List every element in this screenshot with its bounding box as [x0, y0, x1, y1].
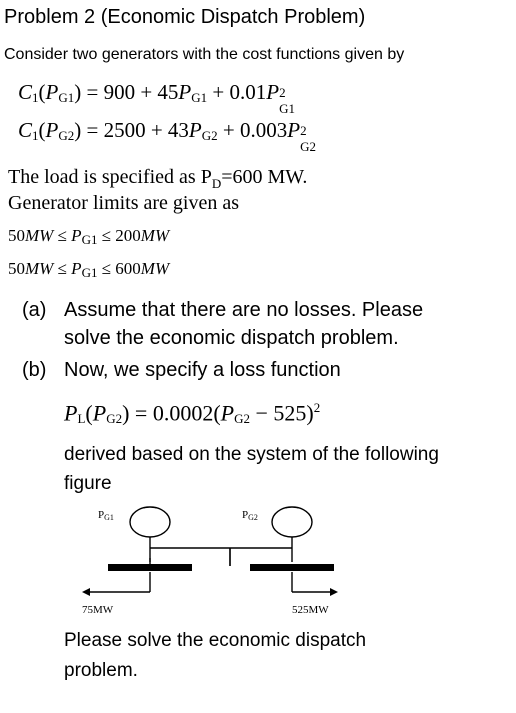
eq2-p3-sup: 2 [300, 123, 307, 138]
part-b-text-1: Now, we specify a loss function [64, 359, 341, 381]
limit-1-low: 50 [8, 226, 25, 245]
part-a-text-1: Assume that there are no losses. Please [64, 299, 424, 321]
loss-pg-sub: G2 [106, 411, 123, 427]
eq2-p: P [45, 118, 59, 142]
loss-rhs2: − 525) [249, 400, 314, 426]
load2-label: 525MW [292, 604, 329, 616]
load1-arrow-icon [82, 588, 90, 596]
eq1-p-sub: G1 [58, 90, 75, 105]
loss-equation [64, 400, 320, 426]
loss-close: ) [122, 400, 130, 426]
load2-arrow-icon [330, 588, 338, 596]
limit-2-p-sub: G1 [81, 265, 98, 280]
eq2-p3: P [287, 118, 301, 142]
eq1-rhs: = 900 + 45 [81, 80, 179, 104]
eq1-close: ) [74, 80, 82, 104]
eq2-rhs: = 2500 + 43 [81, 118, 189, 142]
load-sub: D [211, 176, 222, 191]
solve-text-1: Please solve the economic dispatch [64, 630, 367, 651]
limit-2 [8, 259, 169, 279]
part-a-text-2: solve the economic dispatch problem. [64, 327, 399, 349]
limit-2-p: P [71, 259, 82, 278]
cost-equation-2 [18, 118, 316, 154]
part-b-line-1 [22, 356, 341, 384]
part-a-label: (a) [22, 299, 47, 321]
eq2-p3-sub: G2 [300, 139, 316, 154]
load-text-1: The load is specified as P [8, 166, 212, 188]
load1-label: 75MW [82, 604, 114, 616]
eq2-open: ( [38, 118, 46, 142]
pg2-label: PG2 [242, 509, 258, 522]
limits-intro: Generator limits are given as [8, 192, 240, 214]
eq2-c: C [18, 118, 33, 142]
loss-open: ( [85, 400, 93, 426]
limit-2-le2: ≤ [97, 259, 116, 278]
loss-p-sub: L [77, 411, 86, 427]
generator-2-icon [272, 507, 312, 537]
part-a-line-1 [22, 296, 423, 324]
eq2-p-sub: G2 [58, 128, 75, 143]
limit-1-le1: ≤ [53, 226, 72, 245]
loss-pg: P [92, 400, 107, 426]
loss-p: P [64, 400, 78, 426]
eq2-c-sub: 1 [32, 128, 39, 143]
derived-text-1: derived based on the system of the following [64, 444, 439, 465]
two-bus-diagram [70, 500, 370, 620]
eq2-p2-sub: G2 [201, 128, 218, 143]
pg1-label: PG1 [98, 509, 114, 522]
eq1-p: P [45, 80, 59, 104]
loss-rhs1: = 0.0002( [129, 400, 221, 426]
eq1-p3-sup: 2 [279, 85, 286, 100]
bus-2 [250, 564, 334, 571]
limit-1-high-unit: MW [140, 226, 170, 245]
eq1-p3: P [266, 80, 280, 104]
limit-2-le1: ≤ [53, 259, 72, 278]
limit-2-low: 50 [8, 259, 25, 278]
limit-1-le2: ≤ [97, 226, 116, 245]
intro-text: Consider two generators with the cost functions given by [4, 46, 405, 63]
loss-p2-sub: G2 [234, 411, 250, 427]
limit-1-p-sub: G1 [81, 232, 98, 247]
loss-p2: P [220, 400, 235, 426]
eq1-open: ( [38, 80, 46, 104]
derived-text-2: figure [64, 473, 112, 494]
eq1-p2: P [178, 80, 192, 104]
load-text-2: =600 MW. [221, 166, 308, 188]
limit-1 [8, 226, 169, 246]
eq2-close: ) [74, 118, 82, 142]
limit-1-high: 200 [115, 226, 141, 245]
part-b-label: (b) [22, 359, 47, 381]
limit-2-low-unit: MW [25, 259, 54, 278]
cost-equation-1 [18, 80, 295, 116]
bus-1 [108, 564, 192, 571]
problem-title: Problem 2 (Economic Dispatch Problem) [4, 6, 366, 28]
eq1-p3-sub: G1 [279, 101, 295, 116]
limit-2-high: 600 [115, 259, 141, 278]
eq1-plus: + 0.01 [207, 80, 267, 104]
load-statement [8, 166, 307, 192]
limit-2-high-unit: MW [140, 259, 170, 278]
generator-1-icon [130, 507, 170, 537]
eq1-c: C [18, 80, 33, 104]
limit-1-low-unit: MW [25, 226, 54, 245]
eq2-p2: P [188, 118, 202, 142]
eq2-plus: + 0.003 [217, 118, 288, 142]
loss-sup: 2 [313, 400, 321, 415]
eq1-c-sub: 1 [32, 90, 39, 105]
limit-1-p: P [71, 226, 82, 245]
solve-text-2: problem. [64, 660, 138, 681]
eq1-p2-sub: G1 [191, 90, 208, 105]
